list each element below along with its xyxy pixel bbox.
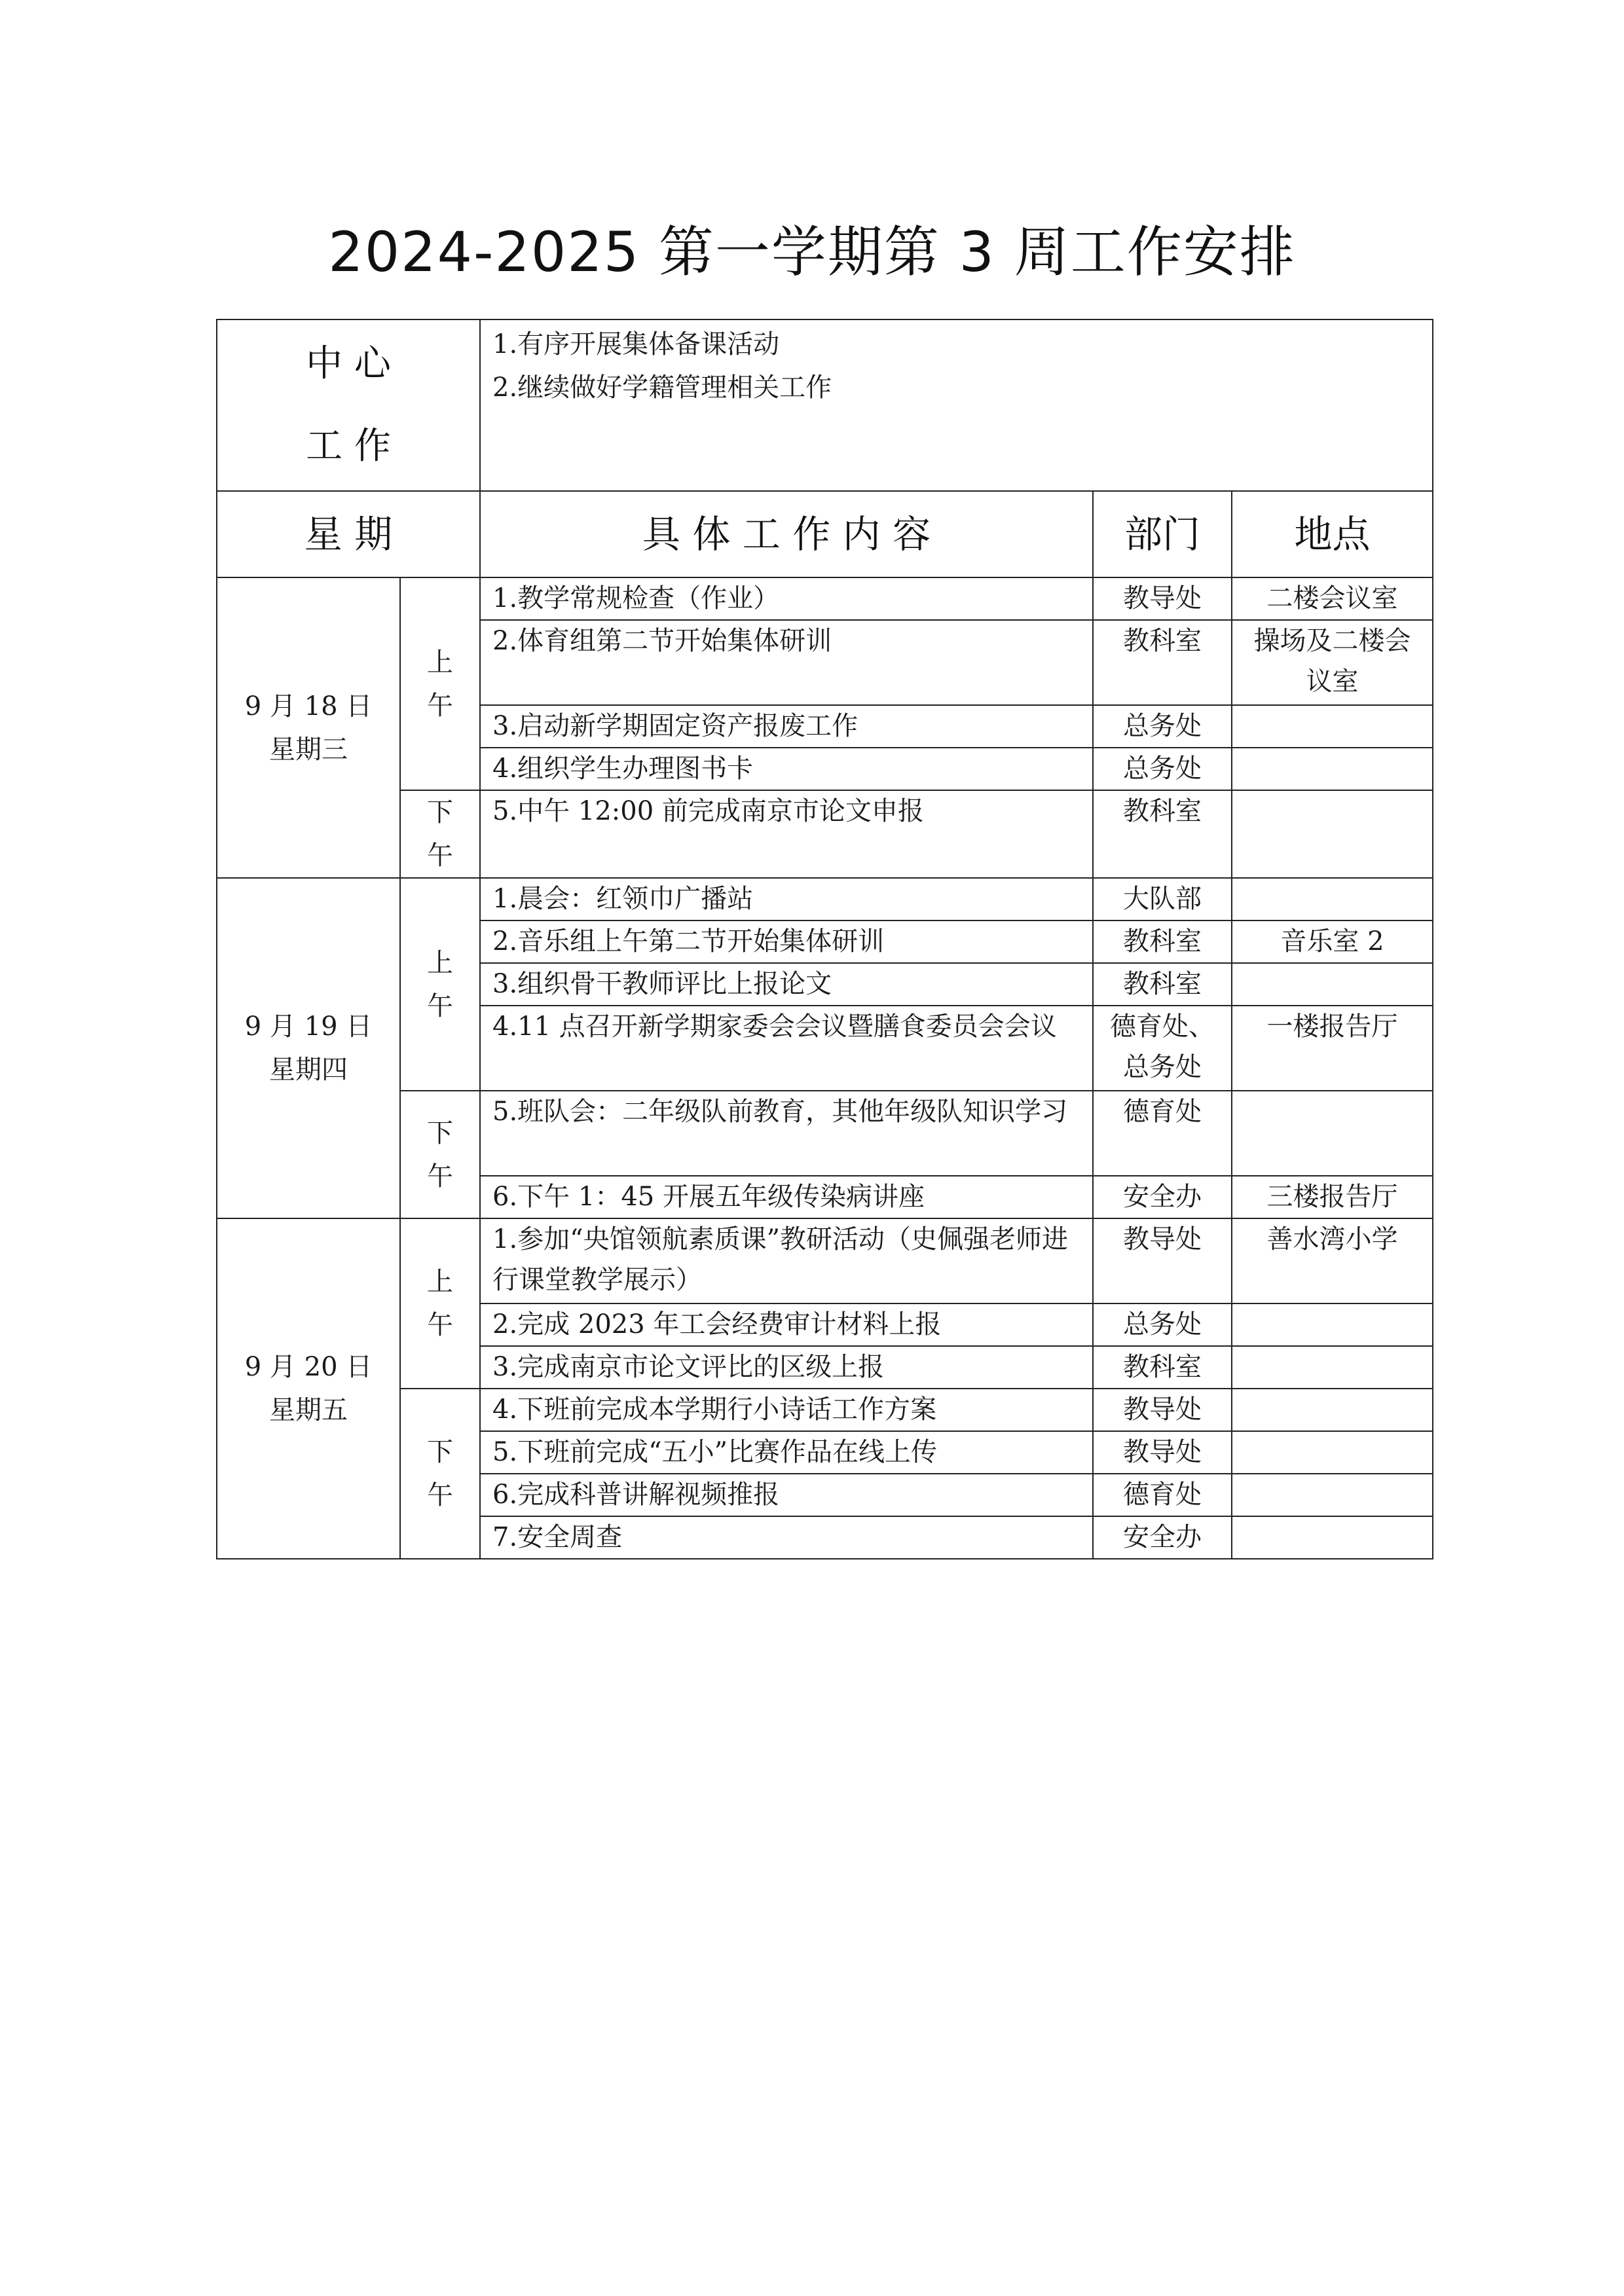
morning-label: 上 午 xyxy=(400,577,480,790)
task-dept: 总务处 xyxy=(1093,705,1232,748)
task-location: 操场及二楼会议室 xyxy=(1232,620,1433,705)
task-content: 5.班队会：二年级队前教育，其他年级队知识学习 xyxy=(480,1091,1093,1176)
table-row xyxy=(217,878,1433,920)
table-row xyxy=(217,1218,1433,1303)
task-dept: 教科室 xyxy=(1093,963,1232,1006)
task-content: 1.晨会：红领巾广播站 xyxy=(480,878,1093,920)
center-work-items xyxy=(480,319,1433,491)
day-date: 9 月 19 日 xyxy=(244,1011,373,1042)
afternoon-label: 下 午 xyxy=(400,1091,480,1218)
morning-label: 上 午 xyxy=(400,878,480,1091)
task-dept: 总务处 xyxy=(1093,1303,1232,1346)
task-dept: 教科室 xyxy=(1093,920,1232,963)
day-date: 9 月 18 日 xyxy=(244,691,373,721)
task-location xyxy=(1232,790,1433,878)
task-content: 3.完成南京市论文评比的区级上报 xyxy=(480,1346,1093,1389)
task-dept: 教导处 xyxy=(1093,1431,1232,1474)
task-location xyxy=(1232,1091,1433,1176)
task-content: 3.启动新学期固定资产报废工作 xyxy=(480,705,1093,748)
center-work-item: 1.有序开展集体备课活动 xyxy=(492,329,780,359)
header-row xyxy=(217,491,1433,577)
task-location: 三楼报告厅 xyxy=(1232,1176,1433,1218)
day-weekday: 星期三 xyxy=(269,734,348,765)
task-location xyxy=(1232,1389,1433,1431)
header-content: 具 体 工 作 内 容 xyxy=(480,491,1093,577)
task-location xyxy=(1232,878,1433,920)
schedule-table xyxy=(216,319,1433,1559)
day-cell xyxy=(217,878,400,1218)
header-location: 地点 xyxy=(1232,491,1433,577)
task-content: 6.完成科普讲解视频推报 xyxy=(480,1474,1093,1516)
task-dept: 教科室 xyxy=(1093,790,1232,878)
day-cell xyxy=(217,1218,400,1559)
task-dept: 德育处 xyxy=(1093,1091,1232,1176)
table-row xyxy=(217,577,1433,620)
morning-label: 上 午 xyxy=(400,1218,480,1389)
day-cell xyxy=(217,577,400,878)
task-dept: 安全办 xyxy=(1093,1516,1232,1559)
task-content: 3.组织骨干教师评比上报论文 xyxy=(480,963,1093,1006)
afternoon-label: 下 午 xyxy=(400,790,480,878)
center-work-item: 2.继续做好学籍管理相关工作 xyxy=(492,373,832,403)
task-location xyxy=(1232,1346,1433,1389)
task-location xyxy=(1232,1474,1433,1516)
task-location xyxy=(1232,748,1433,790)
task-dept: 德育处 xyxy=(1093,1474,1232,1516)
header-dept: 部门 xyxy=(1093,491,1232,577)
task-location xyxy=(1232,705,1433,748)
center-work-label xyxy=(217,319,480,491)
task-dept: 安全办 xyxy=(1093,1176,1232,1218)
task-content: 7.安全周查 xyxy=(480,1516,1093,1559)
task-content: 4.下班前完成本学期行小诗话工作方案 xyxy=(480,1389,1093,1431)
task-location xyxy=(1232,963,1433,1006)
task-location xyxy=(1232,1431,1433,1474)
day-weekday: 星期五 xyxy=(269,1395,348,1425)
task-dept: 教导处 xyxy=(1093,1218,1232,1303)
task-content: 5.中午 12:00 前完成南京市论文申报 xyxy=(480,790,1093,878)
afternoon-label: 下 午 xyxy=(400,1389,480,1559)
center-work-label-line2: 工 作 xyxy=(306,425,391,467)
task-location: 一楼报告厅 xyxy=(1232,1006,1433,1091)
day-weekday: 星期四 xyxy=(269,1055,348,1085)
task-content: 2.音乐组上午第二节开始集体研训 xyxy=(480,920,1093,963)
task-location: 音乐室 2 xyxy=(1232,920,1433,963)
task-content: 2.完成 2023 年工会经费审计材料上报 xyxy=(480,1303,1093,1346)
task-dept: 大队部 xyxy=(1093,878,1232,920)
task-dept: 教导处 xyxy=(1093,577,1232,620)
task-content: 2.体育组第二节开始集体研训 xyxy=(480,620,1093,705)
task-dept: 教科室 xyxy=(1093,1346,1232,1389)
task-location xyxy=(1232,1516,1433,1559)
task-location: 二楼会议室 xyxy=(1232,577,1433,620)
day-date: 9 月 20 日 xyxy=(244,1352,373,1382)
center-work-label-line1: 中 心 xyxy=(306,342,391,385)
page-title: 2024-2025 第一学期第 3 周工作安排 xyxy=(328,220,1296,284)
task-dept: 教导处 xyxy=(1093,1389,1232,1431)
task-content: 4.组织学生办理图书卡 xyxy=(480,748,1093,790)
task-dept: 教科室 xyxy=(1093,620,1232,705)
task-location: 善水湾小学 xyxy=(1232,1218,1433,1303)
task-location xyxy=(1232,1303,1433,1346)
task-content: 6.下午 1：45 开展五年级传染病讲座 xyxy=(480,1176,1093,1218)
days-body xyxy=(217,577,1433,1559)
task-content: 1.参加“央馆领航素质课”教研活动（史佩强老师进行课堂教学展示） xyxy=(480,1218,1093,1303)
task-dept: 总务处 xyxy=(1093,748,1232,790)
task-content: 4.11 点召开新学期家委会会议暨膳食委员会会议 xyxy=(480,1006,1093,1091)
task-dept: 德育处、总务处 xyxy=(1093,1006,1232,1091)
task-content: 1.教学常规检查（作业） xyxy=(480,577,1093,620)
center-work-row xyxy=(217,319,1433,491)
task-content: 5.下班前完成“五小”比赛作品在线上传 xyxy=(480,1431,1093,1474)
header-weekday: 星 期 xyxy=(217,491,480,577)
